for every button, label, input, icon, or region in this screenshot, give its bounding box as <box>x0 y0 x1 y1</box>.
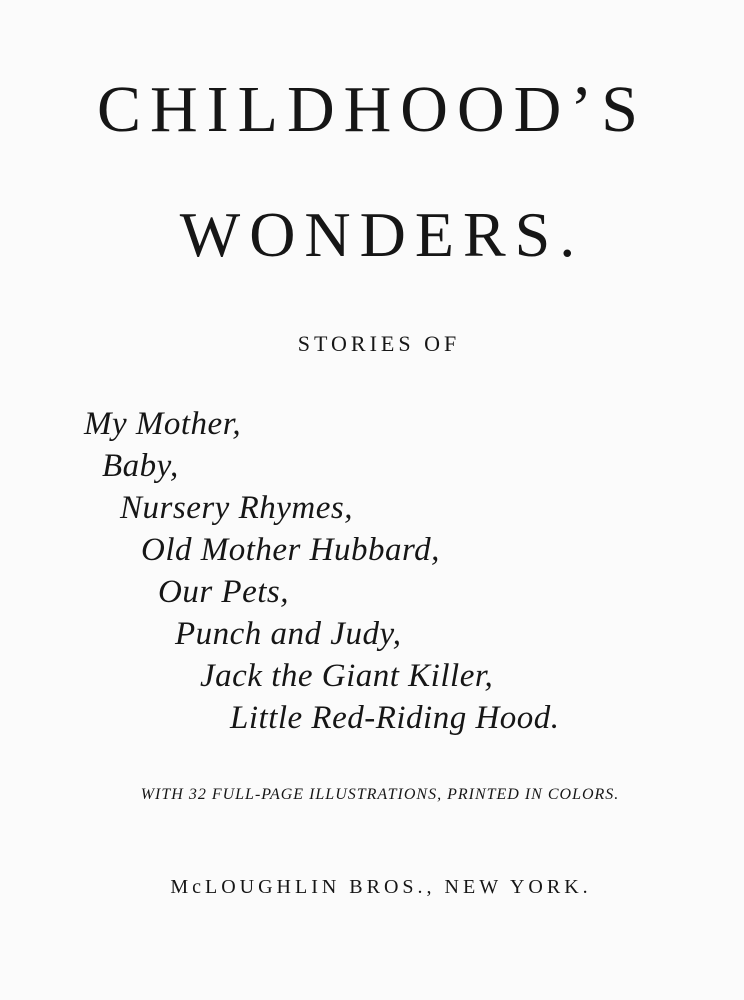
book-title-line-1: CHILDHOOD’S <box>97 73 647 146</box>
story-item-punch-and-judy: Punch and Judy, <box>175 616 402 652</box>
story-item-baby: Baby, <box>102 448 179 484</box>
subtitle-stories-of: STORIES OF <box>297 331 461 356</box>
book-title-line-2: WONDERS. <box>179 199 585 270</box>
story-item-little-red-riding-hood: Little Red-Riding Hood. <box>230 700 560 736</box>
story-item-nursery-rhymes: Nursery Rhymes, <box>120 490 353 526</box>
publisher-imprint: McLOUGHLIN BROS., NEW YORK. <box>170 876 592 898</box>
illustrations-note: WITH 32 FULL-PAGE ILLUSTRATIONS, PRINTED IN COLORS. <box>140 786 620 803</box>
story-item-our-pets: Our Pets, <box>158 574 289 610</box>
story-item-old-mother-hubbard: Old Mother Hubbard, <box>141 532 440 568</box>
story-item-jack-the-giant-killer: Jack the Giant Killer, <box>200 658 494 694</box>
story-item-my-mother: My Mother, <box>84 406 242 442</box>
